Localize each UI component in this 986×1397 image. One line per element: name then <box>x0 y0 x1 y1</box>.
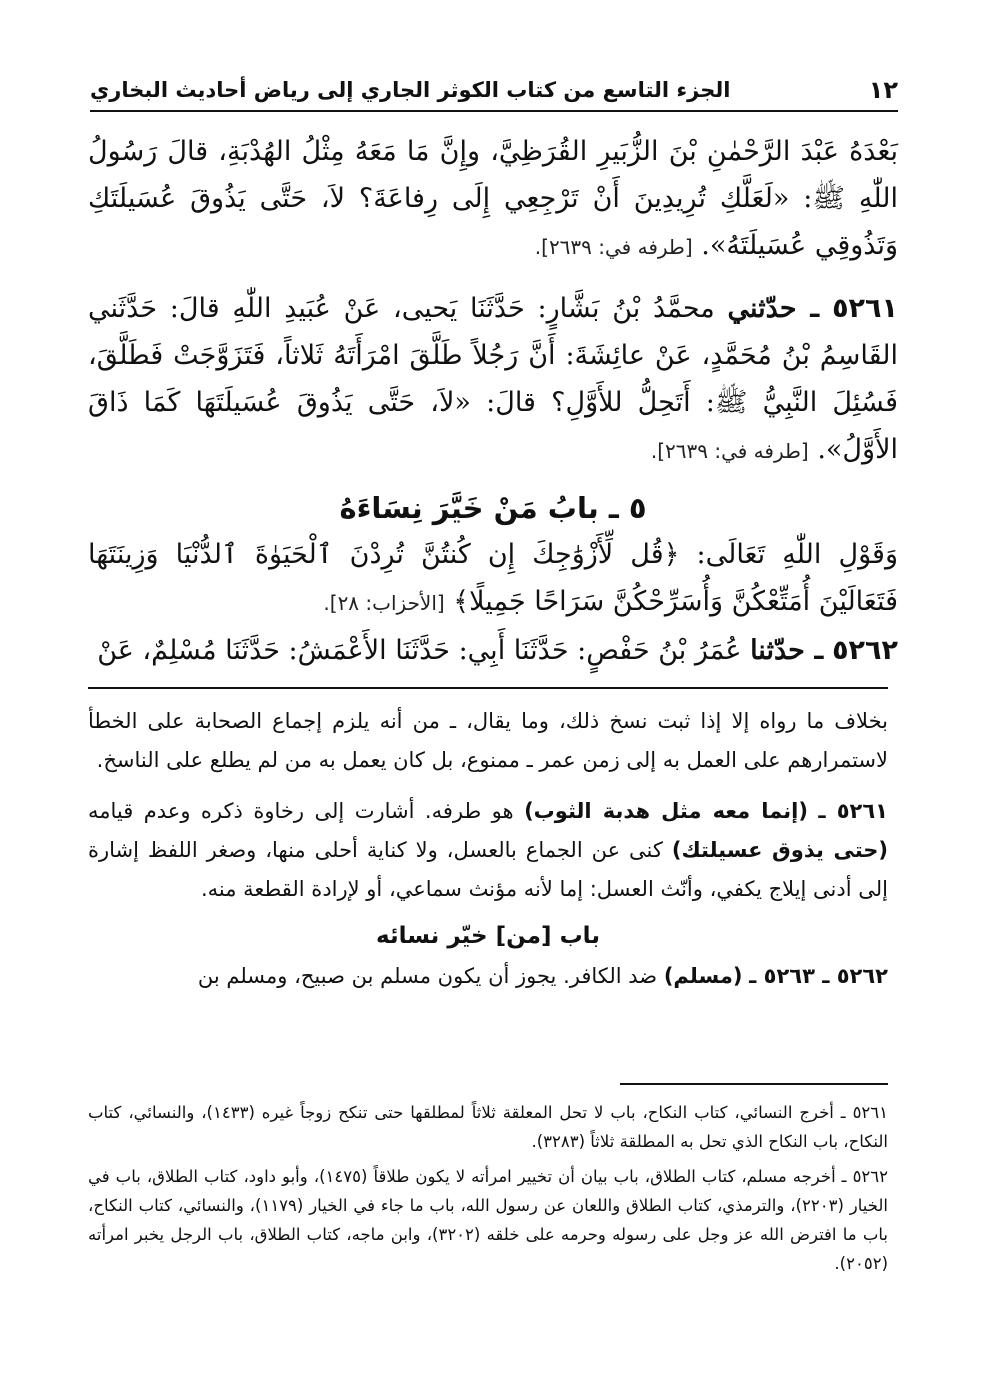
commentary-quote: (مسلم) <box>663 964 743 988</box>
verse-reference: [الأحزاب: ٢٨]. <box>323 591 445 615</box>
hadith-5260-continuation <box>88 128 898 271</box>
hadith-5261: ٥٢٦١ ـ حدّثني محمَّدُ بْنُ بَشَّارٍ: حَدَّثَنَا يَحيى، عَنْ عُبَيدِ اللّٰهِ قالَ: حَدَّثَني القَاسِمُ بْنُ مُحَمَّدٍ، عَنْ عائِشَةَ: أَنَّ رَجُلاً طَلَّقَ امْرَأَتَهُ ثَلاثاً، فَتَزَوَّجَتْ فَطَلَّقَ، فَسُئِلَ النَّبِيُّ ﷺ: أَتَحِلُّ للأَوَّلِ؟ قالَ: «لاَ، حَتَّى يَذُوقَ عُسَيلَتَهَا كَمَا ذَاقَ الأَوَّلُ». [طرفه في: ٢٦٣٩]. <box>88 293 898 465</box>
hadith-text: عُمَرُ بْنُ حَفْصٍ: حَدَّثَنَا أَبِي: حَدَّثَنَا الأَعْمَشُ: حَدَّثَنَا مُسْلِمٌ، عَنْ <box>97 635 742 666</box>
commentary-number: ٥٢٦١ ـ <box>818 799 888 823</box>
running-header <box>90 70 898 112</box>
hadith-number: ٥٢٦٢ <box>832 635 898 666</box>
quran-verse: وَقَوْلِ اللّٰهِ تَعَالَى: ﴿قُل لِّأَزْوَٰجِكَ إِن كُنتُنَّ تُرِدْنَ ٱلْحَيَوٰةَ ٱلدُّنْيَا وَزِينَتَهَا فَتَعَالَيْنَ أُمَتِّعْكُنَّ وَأُسَرِّحْكُنَّ سَرَاحًا جَمِيلًا﴾ <box>88 539 898 617</box>
footnote-divider <box>620 1083 888 1085</box>
hadith-5262: ٥٢٦٢ ـ حدّثنا عُمَرُ بْنُ حَفْصٍ: حَدَّثَنَا أَبِي: حَدَّثَنَا الأَعْمَشُ: حَدَّثَنَا مُسْلِمٌ، عَنْ <box>97 635 898 666</box>
hadith-text: بَعْدَهُ عَبْدَ الرَّحْمٰنِ بْنَ الزُّبَيرِ القُرَظِيَّ، وإِنَّ مَا مَعَهُ مِثْلُ الهُدْبَةِ، قالَ رَسُولُ اللّٰهِ ﷺ: «لَعَلَّكِ تُرِيدِينَ أَنْ تَرْجِعِي إِلَى رِفاعَةَ؟ لاَ، حَتَّى يَذُوقَ عُسَيلَتَكِ وَتَذُوقِي عُسَيلَتَهُ». <box>88 136 898 261</box>
commentary-text: هو طرفه. أشارت إلى رخاوة ذكره وعدم قيامه <box>88 799 514 823</box>
commentary-subheading: باب [من] خيّر نسائه <box>376 923 600 949</box>
footnote: ٥٢٦١ ـ أخرج النسائي، كتاب النكاح، باب لا تحل المعلقة ثلاثاً لمطلقها حتى تنكح زوجاً غيره (١٤٣٣)، والنسائي، كتاب النكاح، باب النكاح الذي تحل به المطلقة ثلاثاً (٣٢٨٣). <box>88 1103 889 1151</box>
footnotes <box>88 1098 888 1284</box>
commentary-divider <box>88 687 888 689</box>
cross-reference: [طرفه في: ٢٦٣٩]. <box>650 439 809 463</box>
cross-reference: [طرفه في: ٢٦٣٩]. <box>534 235 693 259</box>
commentary-text: ضد الكافر. يجوز أن يكون مسلم بن صبيح، ومسلم بن <box>197 964 658 988</box>
commentary-5262 <box>88 957 888 996</box>
commentary <box>88 702 888 996</box>
commentary-paragraph: بخلاف ما رواه إلا إذا ثبت نسخ ذلك، وما يقال، ـ من أنه يلزم إجماع الصحابة على الخطأ لاستمرارهم على العمل به إلى زمن عمر ـ ممنوع، بل كان يعمل به من لم يطلع على الناسخ. <box>88 709 888 772</box>
commentary-5261 <box>88 792 888 909</box>
header-title: الجزء التاسع من كتاب الكوثر الجاري إلى رياض أحاديث البخاري <box>90 78 731 102</box>
hadith-number: ٥٢٦١ <box>832 293 898 324</box>
commentary-quote: (إنما معه مثل هدبة الثوب) <box>524 799 808 823</box>
hadith-lead: حدّثني <box>727 293 797 324</box>
chapter-verse <box>88 531 898 627</box>
commentary-text: كنى عن الجماع بالعسل، ولا كناية أحلى منها، وصغر اللفظ إشارة إلى أدنى إيلاج يكفي، وأنّث العسل: إما لأنه مؤنث سماعي، أو لإرادة القطعة منه. <box>88 838 888 901</box>
hadith-lead: حدّثنا <box>750 635 805 666</box>
commentary-quote: (حتى يذوق عسيلتك) <box>671 838 888 862</box>
hadith-text: محمَّدُ بْنُ بَشَّارٍ: حَدَّثَنَا يَحيى، عَنْ عُبَيدِ اللّٰهِ قالَ: حَدَّثَني القَاسِمُ بْنُ مُحَمَّدٍ، عَنْ عائِشَةَ: أَنَّ رَجُلاً طَلَّقَ امْرَأَتَهُ ثَلاثاً، فَتَزَوَّجَتْ فَطَلَّقَ، فَسُئِلَ النَّبِيُّ ﷺ: أَتَحِلُّ للأَوَّلِ؟ قالَ: «لاَ، حَتَّى يَذُوقَ عُسَيلَتَهَا كَمَا ذَاقَ الأَوَّلُ». <box>88 293 898 465</box>
page-number: ١٢ <box>868 76 898 104</box>
footnote: ٥٢٦٢ ـ أخرجه مسلم، كتاب الطلاق، باب بيان أن تخيير امرأته لا يكون طلاقاً (١٤٧٥)، وأبو داود، كتاب الطلاق، باب في الخيار (٢٢٠٣)، والترمذي، كتاب الطلاق واللعان عن رسول الله، باب ما جاء في الخيار (١١٧٩)، والنسائي، كتاب النكاح، باب ما افترض الله عز وجل على رسوله وحرمه على خلقه (٣٢٠٢)، وابن ماجه، كتاب الطلاق، باب الرجل يخبر امرأته (٢٠٥٢). <box>88 1167 889 1273</box>
main-text <box>88 128 898 674</box>
chapter-heading: ٥ ـ بابُ مَنْ خَيَّرَ نِسَاءَهُ <box>339 491 647 525</box>
commentary-number: ٥٢٦٢ ـ ٥٢٦٣ ـ <box>749 964 888 988</box>
